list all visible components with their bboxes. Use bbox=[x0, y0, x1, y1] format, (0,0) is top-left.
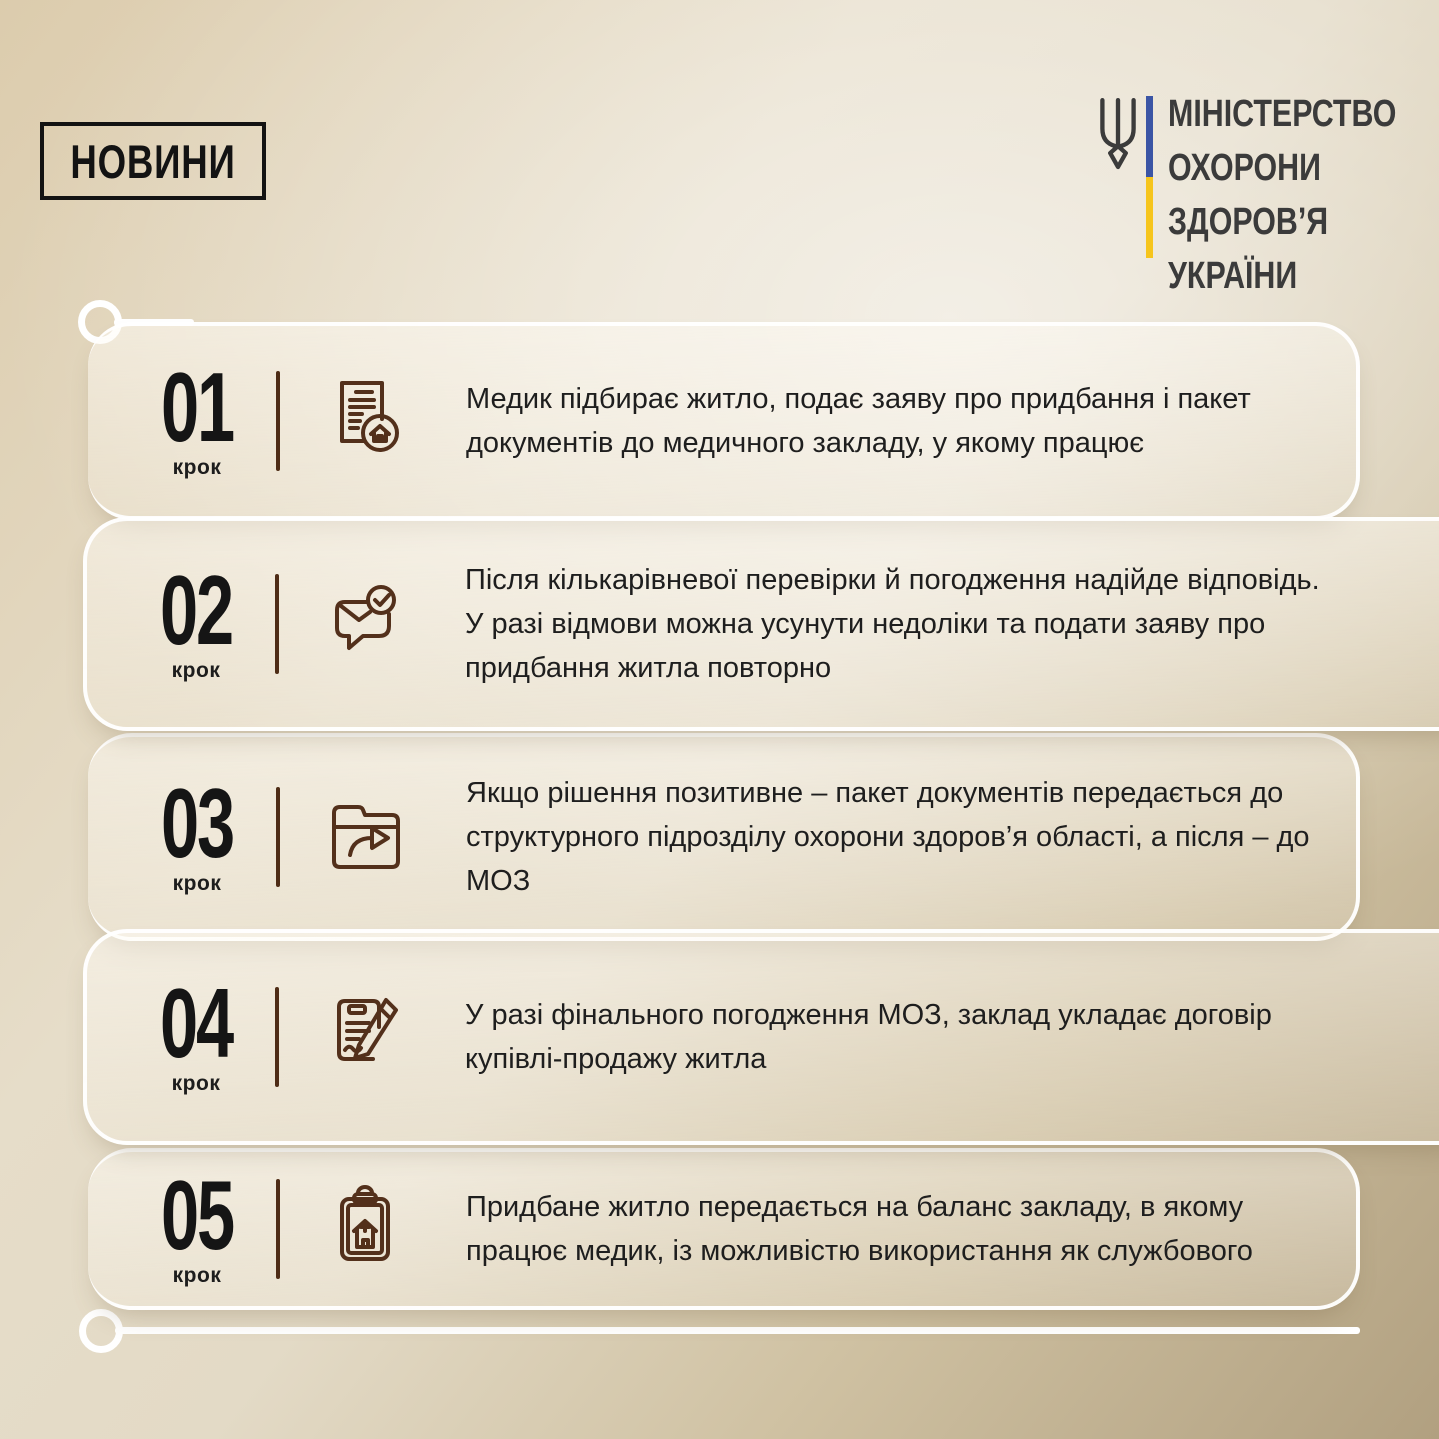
timeline-end-line bbox=[115, 1327, 1360, 1334]
step-divider bbox=[276, 371, 280, 471]
logo-flag-bar bbox=[1146, 96, 1153, 258]
application-document-house-icon bbox=[318, 375, 414, 467]
trident-icon bbox=[1092, 92, 1144, 176]
news-badge bbox=[40, 122, 266, 200]
step-card-4 bbox=[83, 929, 1439, 1145]
step-label: крок bbox=[172, 455, 222, 479]
ministry-logo bbox=[1090, 85, 1400, 297]
step-divider bbox=[276, 787, 280, 887]
step-label: крок bbox=[171, 658, 221, 682]
logo-line: МІНІСТЕРСТВО bbox=[1168, 93, 1397, 135]
flag-blue-segment bbox=[1146, 96, 1153, 177]
step-card-5 bbox=[88, 1148, 1360, 1310]
step-card-2 bbox=[83, 517, 1439, 731]
step-number: 03 bbox=[160, 768, 234, 879]
step-number: 04 bbox=[159, 968, 233, 1079]
step-text: Придбане житло передається на баланс закладу, в якому працює медик, із можливістю використання як службового bbox=[466, 1190, 1253, 1267]
step-label: крок bbox=[172, 1263, 222, 1287]
folder-transfer-icon bbox=[318, 791, 414, 883]
clipboard-house-icon bbox=[318, 1183, 414, 1275]
step-text: Після кількарівневої перевірки й погодження надійде відповідь. У разі відмови можна усунути недоліки та подати заяву про придбання житла повторно bbox=[465, 563, 1320, 685]
logo-line: УКРАЇНИ bbox=[1168, 255, 1298, 297]
step-number: 05 bbox=[160, 1160, 234, 1271]
step-number-block bbox=[134, 1160, 260, 1287]
step-number-block bbox=[134, 352, 260, 479]
news-badge-label: НОВИНИ bbox=[70, 134, 236, 188]
contract-signing-icon bbox=[317, 991, 413, 1083]
step-text: Медик підбирає житло, подає заяву про придбання і пакет документів до медичного закладу, у якому працює bbox=[466, 382, 1251, 459]
logo-line: ЗДОРОВ’Я bbox=[1168, 201, 1329, 243]
flag-yellow-segment bbox=[1146, 177, 1153, 258]
step-number-block bbox=[133, 555, 259, 682]
step-number-block bbox=[134, 768, 260, 895]
step-number: 02 bbox=[159, 555, 233, 666]
step-card-3 bbox=[88, 733, 1360, 941]
step-divider bbox=[275, 574, 279, 674]
message-approved-icon bbox=[317, 578, 413, 670]
logo-line: ОХОРОНИ bbox=[1168, 147, 1321, 189]
step-number-block bbox=[133, 968, 259, 1095]
step-number: 01 bbox=[160, 352, 234, 463]
step-label: крок bbox=[171, 1071, 221, 1095]
step-text: Якщо рішення позитивне – пакет документів передається до структурного підрозділу охорони здоров’я області, а після – до МОЗ bbox=[466, 776, 1310, 898]
step-text: У разі фінального погодження МОЗ, заклад укладає договір купівлі-продажу житла bbox=[465, 998, 1272, 1075]
step-divider bbox=[275, 987, 279, 1087]
logo-text bbox=[1168, 87, 1439, 303]
step-divider bbox=[276, 1179, 280, 1279]
step-label: крок bbox=[172, 871, 222, 895]
step-card-1 bbox=[88, 322, 1360, 520]
